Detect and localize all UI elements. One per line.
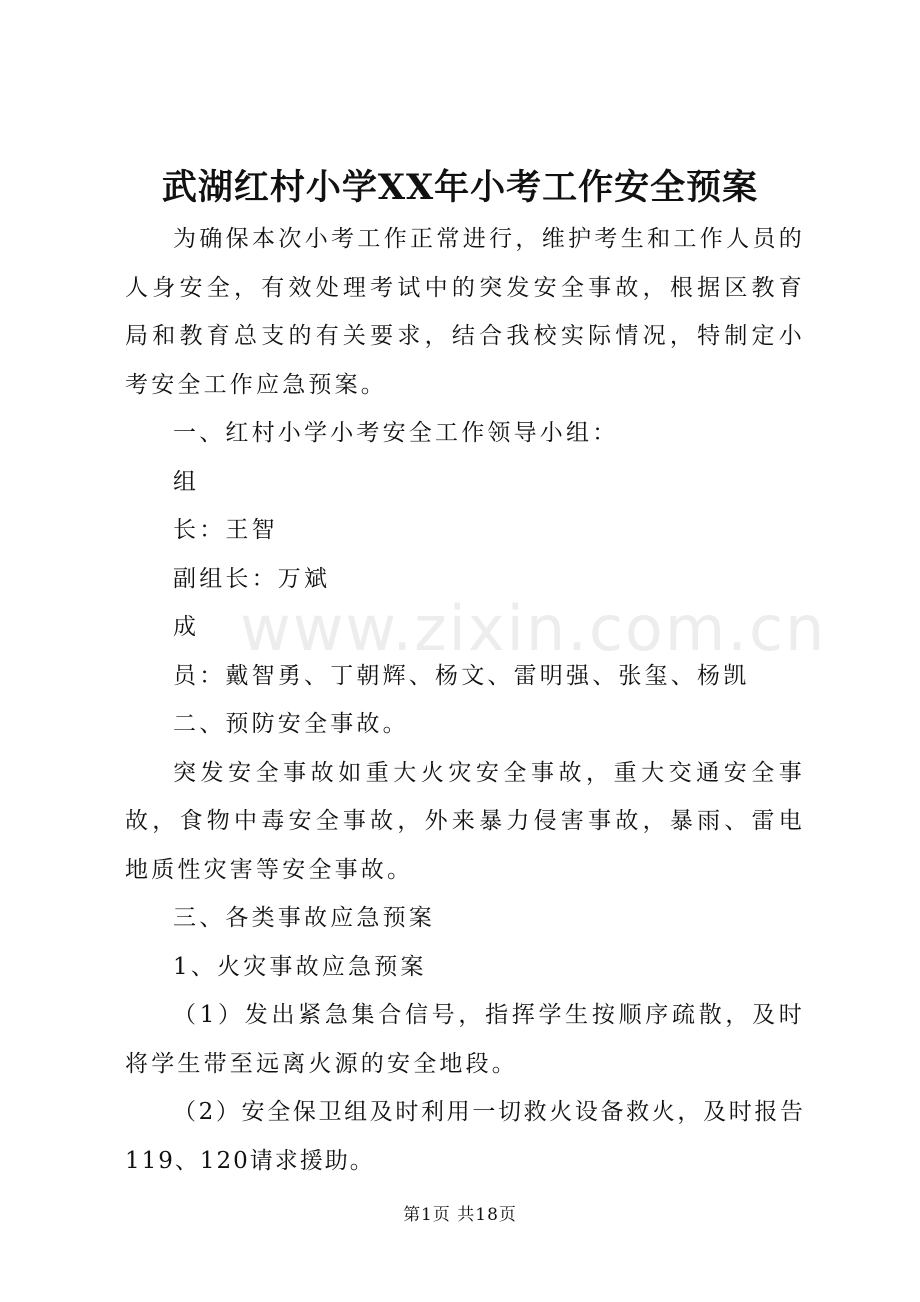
paragraph-accident-types: 突发安全事故如重大火灾安全事故，重大交通安全事故，食物中毒安全事故，外来暴力侵害事故，暴雨、雷电地质性灾害等安全事故。 [125, 759, 805, 883]
paragraph-fire-step-2: （2）安全保卫组及时利用一切救火设备救火，及时报告119、120请求援助。 [125, 1099, 805, 1174]
heading-fire-plan: 1、火灾事故应急预案 [173, 953, 427, 980]
watermark: www.zixin.com.cn [240, 592, 827, 665]
page-footer: 第1页 共18页 [403, 1205, 517, 1225]
paragraph-deputy-leader: 副组长：万斌 [173, 565, 331, 592]
paragraph-fire-step-1: （1）发出紧急集合信号，指挥学生按顺序疏散，及时将学生带至远离火源的安全地段。 [125, 1002, 805, 1077]
heading-prevention: 二、预防安全事故。 [173, 711, 409, 737]
document-title: 武湖红村小学XX年小考工作安全预案 [161, 167, 759, 208]
heading-emergency-plans: 三、各类事故应急预案 [173, 905, 435, 931]
paragraph-group-label: 组 [173, 468, 200, 495]
paragraph-members: 员：戴智勇、丁朝辉、杨文、雷明强、张玺、杨凯 [173, 662, 750, 689]
document-body [125, 215, 805, 1185]
heading-leadership-group: 一、红村小学小考安全工作领导小组： [173, 420, 619, 446]
paragraph-members-label: 成 [173, 614, 200, 640]
paragraph-intro: 为确保本次小考工作正常进行，维护考生和工作人员的人身安全，有效处理考试中的突发安全事故，根据区教育局和教育总支的有关要求，结合我校实际情况，特制定小考安全工作应急预案。 [125, 226, 805, 398]
paragraph-group-leader: 长：王智 [173, 517, 278, 543]
